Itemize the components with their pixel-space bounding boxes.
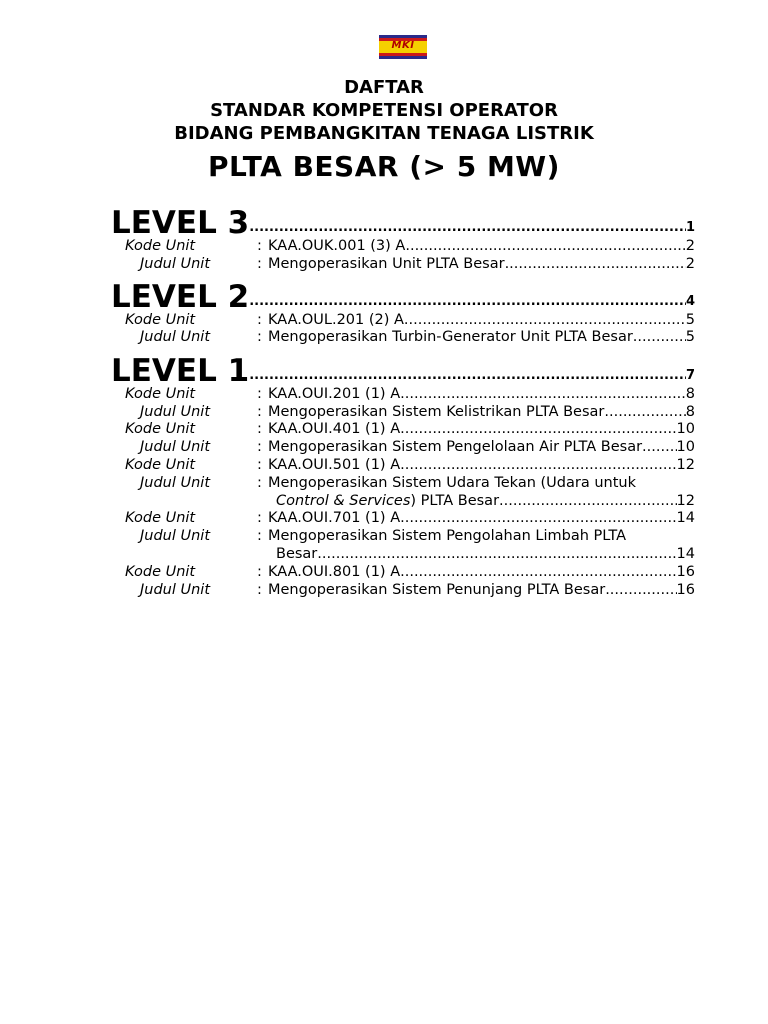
- colon: :: [257, 404, 262, 420]
- page-number: 14: [676, 510, 695, 526]
- kode-unit-label: Kode Unit: [125, 564, 196, 580]
- toc-level-2[interactable]: [111, 275, 695, 315]
- kode-unit-value: KAA.OUI.801 (1) A: [268, 564, 401, 580]
- page-number: 8: [685, 404, 695, 420]
- colon: :: [257, 439, 262, 455]
- judul-unit-label: Judul Unit: [140, 475, 211, 491]
- kode-unit-value: KAA.OUL.201 (2) A: [268, 312, 404, 328]
- colon: :: [257, 421, 262, 437]
- page-number: 2: [685, 238, 695, 254]
- page-number: 7: [685, 368, 695, 383]
- colon: :: [257, 329, 262, 345]
- doc-title-daftar: DAFTAR: [344, 77, 424, 98]
- page-number: 5: [685, 312, 695, 328]
- page-number: 10: [676, 439, 695, 455]
- kode-unit-label: Kode Unit: [125, 510, 196, 526]
- judul-unit-value-italic: Control & Services: [276, 492, 411, 509]
- kode-unit-value: KAA.OUI.401 (1) A: [268, 421, 401, 437]
- page-number: 8: [685, 386, 695, 402]
- judul-unit-label: Judul Unit: [140, 528, 211, 544]
- mki-logo: [379, 35, 427, 59]
- judul-unit-label: Judul Unit: [140, 404, 211, 420]
- colon: :: [257, 564, 262, 580]
- judul-unit-label: Judul Unit: [140, 439, 211, 455]
- kode-unit-value: KAA.OUI.501 (1) A: [268, 457, 401, 473]
- colon: :: [257, 475, 262, 491]
- colon: :: [257, 238, 262, 254]
- page-number: 2: [685, 256, 695, 272]
- page-number: 16: [676, 564, 695, 580]
- kode-unit-value: KAA.OUI.201 (1) A: [268, 386, 401, 402]
- kode-unit-label: Kode Unit: [125, 457, 196, 473]
- doc-title-plta: PLTA BESAR (> 5 MW): [208, 150, 560, 183]
- judul-unit-label: Judul Unit: [140, 329, 211, 345]
- toc-level-1[interactable]: [111, 349, 695, 389]
- page-number: 12: [676, 457, 695, 473]
- toc-level-3[interactable]: [111, 201, 695, 241]
- kode-unit-label: Kode Unit: [125, 238, 196, 254]
- colon: :: [257, 510, 262, 526]
- judul-unit-value: Mengoperasikan Sistem Penunjang PLTA Besar: [268, 582, 606, 598]
- leader-dots: [249, 295, 686, 309]
- colon: :: [257, 256, 262, 272]
- level-title: LEVEL 1: [111, 353, 250, 389]
- page-number: 14: [676, 545, 695, 562]
- colon: :: [257, 312, 262, 328]
- page-number: 4: [685, 294, 695, 309]
- judul-unit-label: Judul Unit: [140, 582, 211, 598]
- page-number: 12: [676, 492, 695, 509]
- colon: :: [257, 386, 262, 402]
- kode-unit-value: KAA.OUK.001 (3) A: [268, 238, 406, 254]
- judul-unit-label: Judul Unit: [140, 256, 211, 272]
- kode-unit-value: KAA.OUI.701 (1) A: [268, 510, 401, 526]
- logo-text: MKI: [391, 40, 415, 51]
- page-number: 1: [685, 220, 695, 235]
- judul-unit-value-line1: Mengoperasikan Sistem Udara Tekan (Udara untuk: [268, 475, 636, 491]
- judul-unit-value: Mengoperasikan Turbin-Generator Unit PLTA Besar: [268, 329, 633, 345]
- judul-unit-value-line2: Besar: [276, 545, 318, 562]
- judul-unit-value: Mengoperasikan Unit PLTA Besar: [268, 256, 505, 272]
- leader-dots: [249, 369, 686, 383]
- kode-unit-label: Kode Unit: [125, 386, 196, 402]
- colon: :: [257, 457, 262, 473]
- page-number: 10: [676, 421, 695, 437]
- judul-unit-value-line2: ) PLTA Besar: [410, 492, 500, 509]
- page-number: 5: [685, 329, 695, 345]
- page-number: 16: [676, 582, 695, 598]
- judul-unit-value: Mengoperasikan Sistem Kelistrikan PLTA Besar: [268, 404, 605, 420]
- kode-unit-label: Kode Unit: [125, 421, 196, 437]
- level-title: LEVEL 3: [111, 205, 250, 241]
- doc-title-bidang: BIDANG PEMBANGKITAN TENAGA LISTRIK: [174, 123, 594, 144]
- colon: :: [257, 582, 262, 598]
- kode-unit-label: Kode Unit: [125, 312, 196, 328]
- judul-unit-value: Mengoperasikan Sistem Pengelolaan Air PLTA Besar: [268, 439, 643, 455]
- doc-title-standar: STANDAR KOMPETENSI OPERATOR: [210, 100, 558, 121]
- leader-dots: [249, 221, 686, 235]
- colon: :: [257, 528, 262, 544]
- judul-unit-value-line1: Mengoperasikan Sistem Pengolahan Limbah PLTA: [268, 528, 627, 544]
- level-title: LEVEL 2: [111, 279, 250, 315]
